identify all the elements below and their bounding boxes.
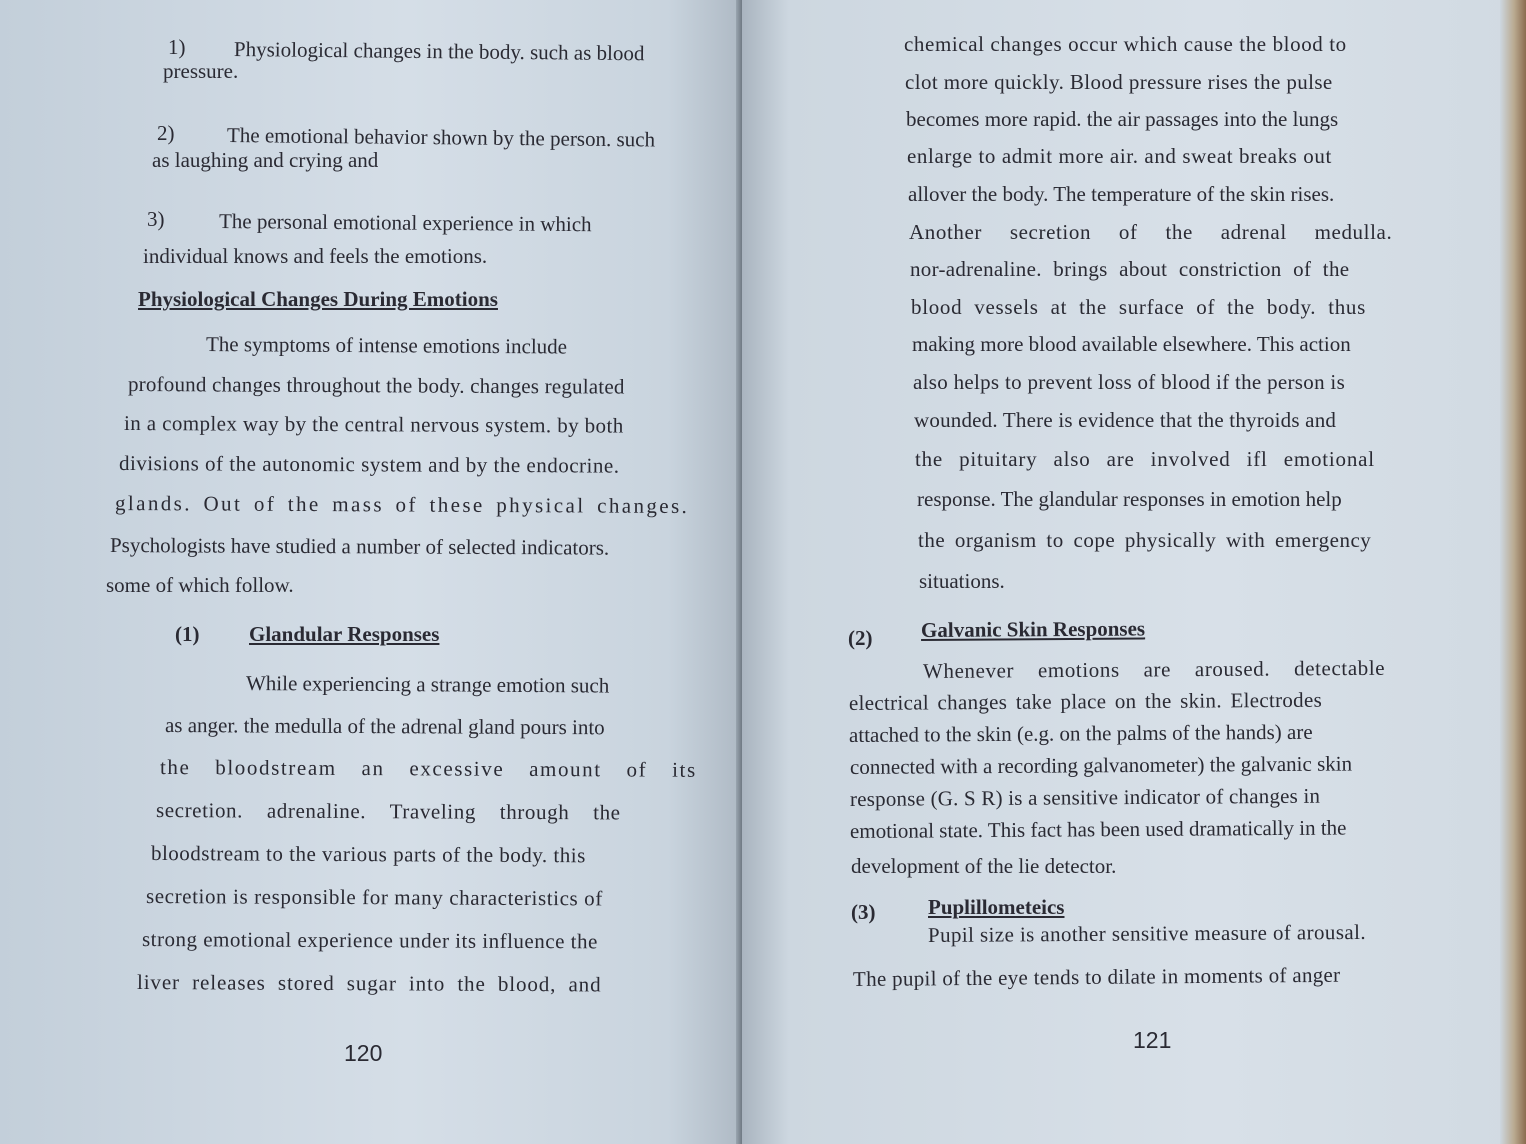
paragraph-line-7: some of which follow. [106,573,294,597]
continued-line-15: situations. [919,569,1005,593]
continued-line-5: allover the body. The temperature of the skin rises. [908,182,1335,206]
paragraph-line-1-text: The symptoms of intense emotions include [205,332,568,359]
list-marker-2: 2) [157,121,175,145]
subsection-1-number: (1) [175,622,200,646]
subsection-1-line-1: While experiencing a strange emotion such [245,671,610,698]
list-item-1-line2: pressure. [163,59,239,83]
subsection-1-line-2: as anger. the medulla of the adrenal gland pours into [164,713,605,740]
continued-line-11: wounded. There is evidence that the thyroids and [914,408,1337,432]
subsection-1-line-4: secretion. adrenaline. Traveling through the [155,798,621,825]
subsection-3-line-1: Pupil size is another sensitive measure of arousal. [927,919,1367,947]
subsection-2-line-6: emotional state. This fact has been used dramatically in the [849,815,1347,843]
continued-line-6: Another secretion of the adrenal medulla. [909,220,1393,244]
paragraph-line-1 [206,331,706,360]
list-item-3-line2: individual knows and feels the emotions. [143,244,488,268]
right-page [742,0,1526,1144]
continued-line-12: the pituitary also are involved ifl emotional [915,447,1375,471]
subsection-2-number: (2) [848,626,873,650]
continued-line-9: making more blood available elsewhere. This action [912,332,1351,356]
page-number-left: 120 [344,1040,383,1066]
subsection-3-number: (3) [851,900,876,924]
list-item-1-line1: Physiological changes in the body. such as blood [233,37,645,66]
list-item-2-line2: as laughing and crying and [152,148,379,172]
subsection-2-line-4: connected with a recording galvanometer) the galvanic skin [849,751,1353,779]
subsection-2-line-5: response (G. S R) is a sensitive indicator of changes in [849,783,1321,811]
subsection-2-line-2: electrical changes take place on the skin. Electrodes [848,687,1323,715]
paragraph-line-2: profound changes throughout the body. changes regulated [127,372,625,399]
continued-line-4: enlarge to admit more air. and sweat breaks out [907,144,1332,168]
list-marker-3: 3) [147,207,165,231]
continued-line-7: nor-adrenaline. brings about constriction of the [910,257,1350,281]
subsection-1-line-3: the bloodstream an excessive amount of its [159,755,697,782]
page-number-right: 121 [1133,1027,1172,1053]
paragraph-line-3: in a complex way by the central nervous system. by both [123,411,624,438]
continued-line-10: also helps to prevent loss of blood if the person is [913,370,1346,394]
continued-line-3: becomes more rapid. the air passages into the lungs [906,107,1339,131]
subsection-1-line-6: secretion is responsible for many characteristics of [145,884,603,911]
subsection-2-line-1: Whenever emotions are aroused. detectable [922,655,1386,683]
subsection-2-line-7: development of the lie detector. [851,854,1117,878]
subsection-3-line-2: The pupil of the eye tends to dilate in moments of anger [852,962,1341,991]
list-item-2-line1: The emotional behavior shown by the person. such [226,123,656,152]
subsection-3-title: Puplillometeics [928,895,1065,919]
paragraph-line-4: divisions of the autonomic system and by the endocrine. [118,451,620,478]
continued-line-14: the organism to cope physically with emergency [918,528,1372,552]
continued-line-2: clot more quickly. Blood pressure rises the pulse [905,70,1333,94]
continued-line-13: response. The glandular responses in emotion help [917,487,1342,511]
section-heading: Physiological Changes During Emotions [138,287,498,311]
subsection-2-title: Galvanic Skin Responses [920,616,1146,642]
subsection-1-line-7: strong emotional experience under its influence the [141,927,598,954]
subsection-1-title: Glandular Responses [249,622,440,646]
subsection-1-line-8: liver releases stored sugar into the blood, and [136,970,602,997]
left-page [0,0,742,1144]
continued-line-1: chemical changes occur which cause the blood to [904,32,1347,56]
list-item-3-line1: The personal emotional experience in which [218,209,592,237]
continued-line-8: blood vessels at the surface of the body. thus [911,295,1367,319]
book-cover-edge [1500,0,1526,1144]
subsection-1-line-5: bloodstream to the various parts of the body. this [150,841,586,868]
list-marker-1: 1) [168,35,186,59]
subsection-2-line-3: attached to the skin (e.g. on the palms of the hands) are [848,719,1313,747]
paragraph-line-6: Psychologists have studied a number of selected indicators. [109,533,610,560]
paragraph-line-5: glands. Out of the mass of these physical changes. [114,491,690,519]
